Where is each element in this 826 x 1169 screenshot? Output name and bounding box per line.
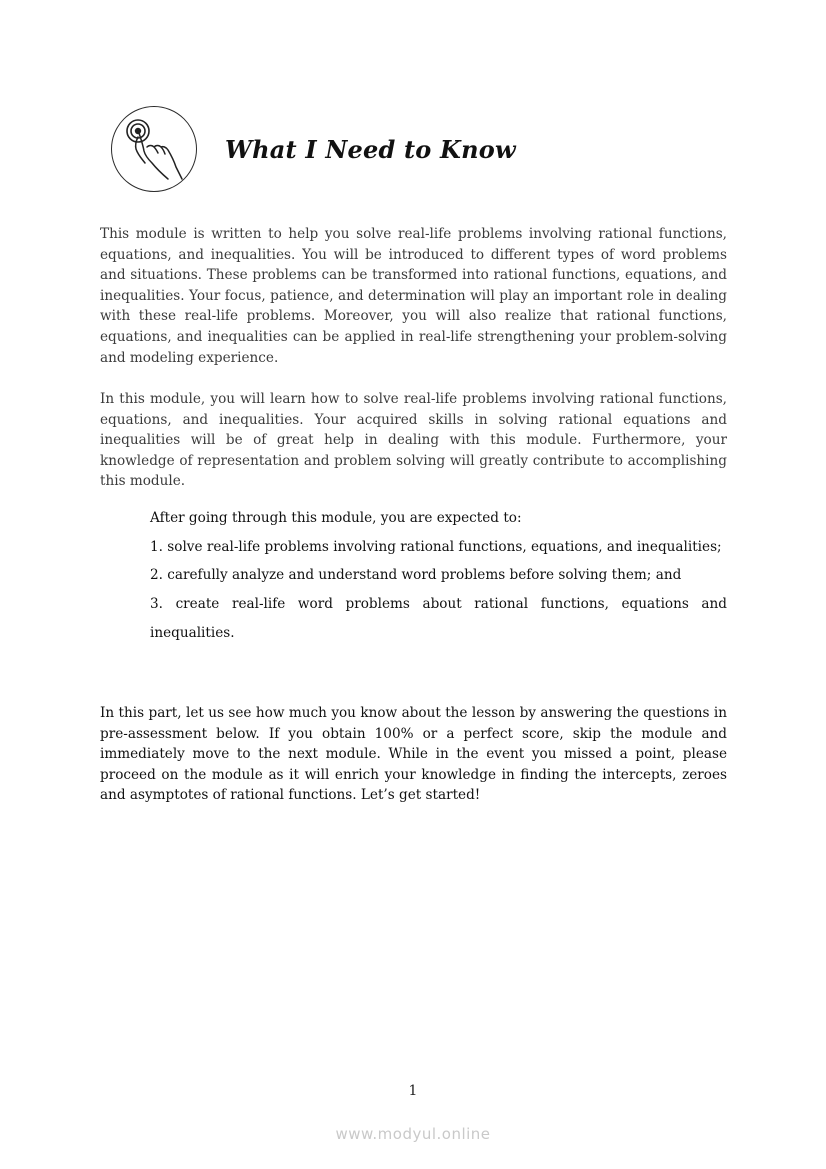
watermark: www.modyul.online: [335, 1125, 491, 1143]
touch-hand-icon: [111, 106, 197, 192]
intro-paragraph: This module is written to help you solve real-life problems involving rational functions, equations, and inequalities. You will be introduced to different types of word problems and situations. These problems can be transformed into rational functions, equations, and inequalities. Your focus, patience, and determination will play an important role in dealing with these real-life problems. Moreover, you will also realize that rational functions, equations, and inequalities can be applied in real-life strengthening your problem-solving and modeling experience.: [100, 226, 727, 366]
page-number: 1: [408, 1083, 418, 1099]
objective-item-2: 2. carefully analyze and understand word problems before solving them; and: [150, 567, 682, 584]
assessment-paragraph: In this part, let us see how much you know about the lesson by answering the questions in pre-assessment below. If you obtain 100% or a perfect score, skip the module and immediately move to the next module. While in the event you missed a point, please proceed on the module as it will enrich your knowledge in finding the intercepts, zeroes and asymptotes of rational functions. Let’s get started!: [100, 705, 727, 804]
objective-item-1: 1. solve real-life problems involving rational functions, equations, and inequalities;: [150, 538, 722, 555]
touch-hand-graphic: [112, 107, 198, 193]
objectives-list: [150, 508, 727, 656]
page-title: What I Need to Know: [225, 134, 516, 164]
objective-item-3: 3. create real-life word problems about rational functions, equations and inequalities.: [150, 595, 727, 641]
section-header: [111, 106, 516, 192]
objectives-intro: After going through this module, you are expected to:: [150, 510, 522, 526]
module-paragraph: In this module, you will learn how to solve real-life problems involving rational functions, equations, and inequalities. Your acquired skills in solving rational equations and inequalities will be of great help in dealing with this module. Furthermore, your knowledge of representation and problem solving will greatly contribute to accomplishing this module.: [100, 391, 727, 490]
